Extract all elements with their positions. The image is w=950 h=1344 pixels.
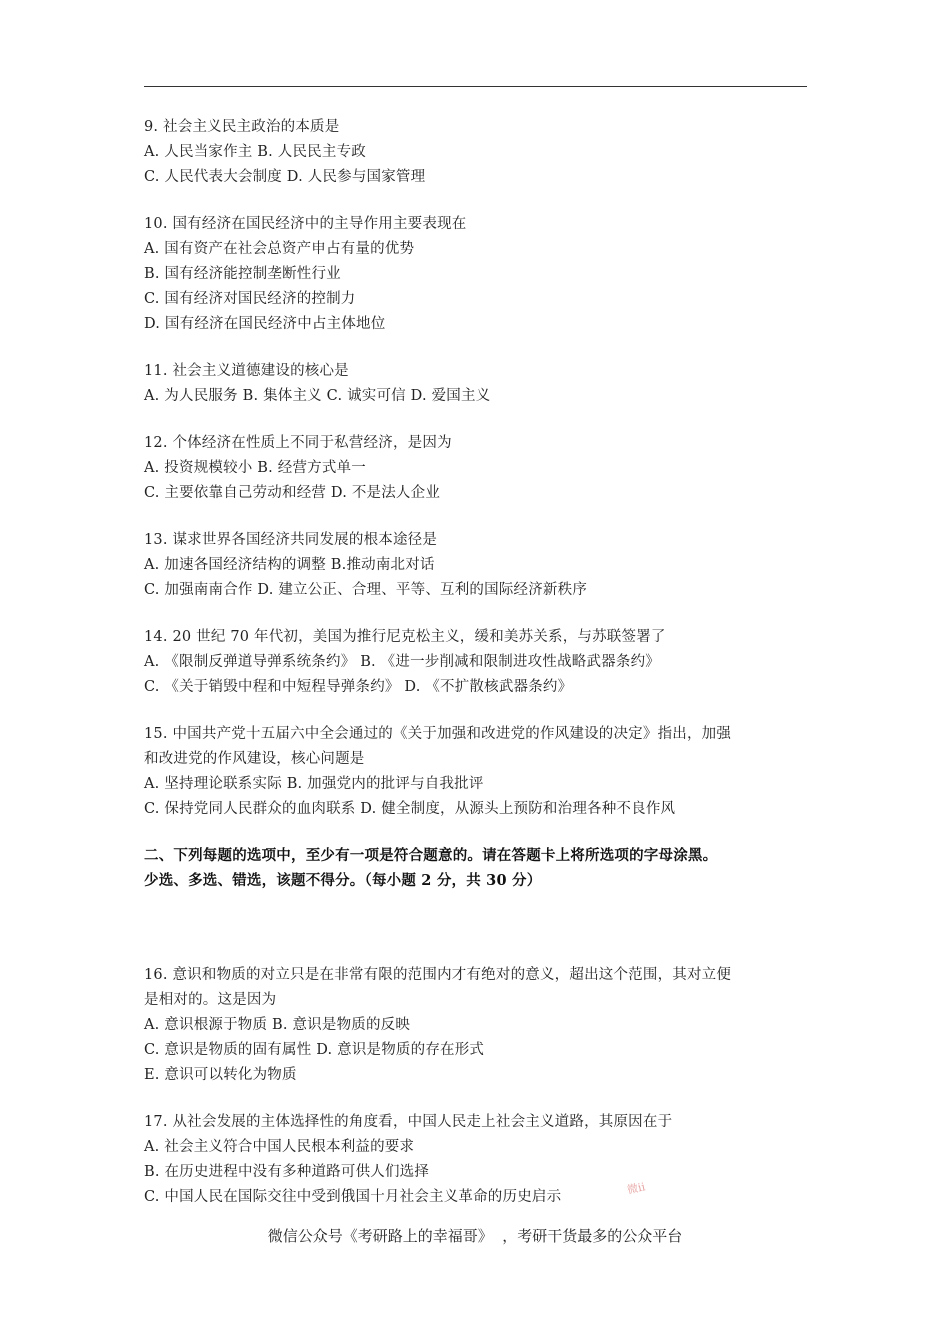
- q13-stem: 13. 谋求世界各国经济共同发展的根本途径是: [144, 532, 438, 548]
- q17-option-c: C. 中国人民在国际交往中受到俄国十月社会主义革命的历史启示: [144, 1189, 562, 1205]
- footer-wechat-notice: 微信公众号《考研路上的幸福哥》 ，考研干货最多的公众平台: [267, 1227, 683, 1245]
- q15-stem-line1: 15. 中国共产党十五届六中全会通过的《关于加强和改进党的作风建设的决定》指出，加强: [144, 726, 732, 742]
- q17-stem: 17. 从社会发展的主体选择性的角度看，中国人民走上社会主义道路，其原因在于: [144, 1114, 673, 1130]
- q13-options-cd: C. 加强南南合作 D. 建立公正、合理、平等、互利的国际经济新秩序: [144, 582, 588, 598]
- q12-options-ab: A. 投资规模较小 B. 经营方式单一: [144, 460, 366, 476]
- q16-option-e: E. 意识可以转化为物质: [144, 1067, 297, 1083]
- q9-options-cd: C. 人民代表大会制度 D. 人民参与国家管理: [144, 169, 426, 185]
- q15-options-cd: C. 保持党同人民群众的血肉联系 D. 健全制度，从源头上预防和治理各种不良作风: [144, 801, 676, 817]
- q16-options-ab: A. 意识根源于物质 B. 意识是物质的反映: [144, 1017, 411, 1033]
- q13-options-ab: A. 加速各国经济结构的调整 B.推动南北对话: [144, 557, 435, 573]
- q12-options-cd: C. 主要依靠自己劳动和经营 D. 不是法人企业: [144, 485, 441, 501]
- q16-options-cd: C. 意识是物质的固有属性 D. 意识是物质的存在形式: [144, 1042, 485, 1058]
- q17-option-a: A. 社会主义符合中国人民根本利益的要求: [144, 1139, 415, 1155]
- q10-option-b: B. 国有经济能控制垄断性行业: [144, 266, 341, 282]
- header-rule: [144, 86, 807, 87]
- q9-stem: 9. 社会主义民主政治的本质是: [144, 119, 340, 135]
- q17-option-b: B. 在历史进程中没有多种道路可供人们选择: [144, 1164, 430, 1180]
- q10-option-d: D. 国有经济在国民经济中占主体地位: [144, 316, 386, 332]
- q9-options-ab: A. 人民当家作主 B. 人民民主专政: [144, 144, 366, 160]
- q15-stem-line2: 和改进党的作风建设，核心问题是: [144, 751, 365, 767]
- q16-stem-line2: 是相对的。这是因为: [144, 992, 277, 1008]
- q10-option-a: A. 国有资产在社会总资产申占有量的优势: [144, 241, 415, 257]
- q12-stem: 12. 个体经济在性质上不同于私营经济，是因为: [144, 435, 452, 451]
- section-two-instructions-line2: 少选、多选、错选，该题不得分。（每小题 2 分，共 30 分）: [144, 872, 542, 889]
- q14-options-ab: A. 《限制反弹道导弹系统条约》 B. 《进一步削减和限制进攻性战略武器条约》: [144, 654, 660, 670]
- section-two-instructions-line1: 二、下列每题的选项中，至少有一项是符合题意的。请在答题卡上将所选项的字母涂黑。: [144, 847, 718, 864]
- watermark-stamp: 微ii: [625, 1180, 647, 1197]
- q10-stem: 10. 国有经济在国民经济中的主导作用主要表现在: [144, 216, 467, 232]
- q11-stem: 11. 社会主义道德建设的核心是: [144, 363, 349, 379]
- q16-stem-line1: 16. 意识和物质的对立只是在非常有限的范围内才有绝对的意义，超出这个范围，其对立便: [144, 967, 732, 983]
- q11-options: A. 为人民服务 B. 集体主义 C. 诚实可信 D. 爱国主义: [144, 388, 491, 404]
- q14-options-cd: C. 《关于销毁中程和中短程导弹条约》 D. 《不扩散核武器条约》: [144, 679, 573, 695]
- q10-option-c: C. 国有经济对国民经济的控制力: [144, 291, 356, 307]
- q15-options-ab: A. 坚持理论联系实际 B. 加强党内的批评与自我批评: [144, 776, 484, 792]
- q14-stem: 14. 20 世纪 70 年代初，美国为推行尼克松主义，缓和美苏关系，与苏联签署了: [144, 629, 666, 645]
